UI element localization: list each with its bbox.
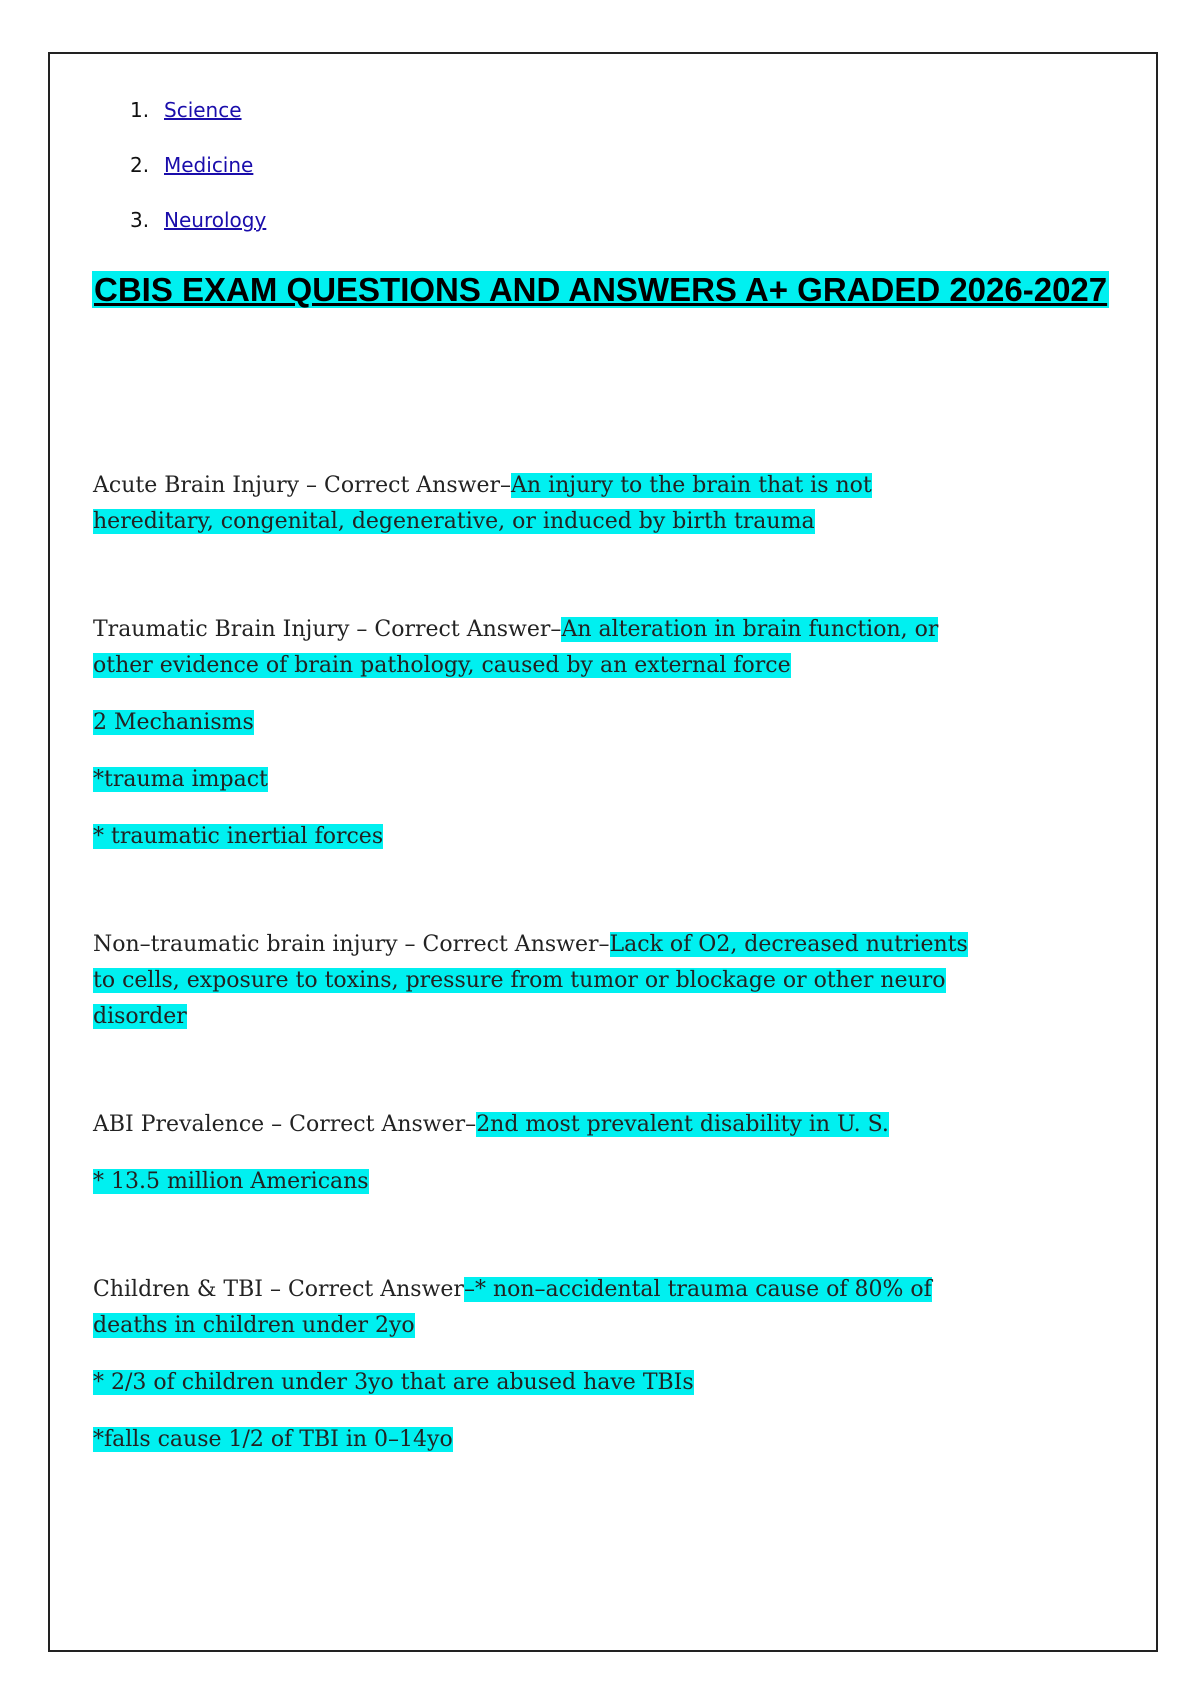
qa-content	[93, 468, 993, 1458]
qa-answer: Lack of O2, decreased nutrients to cells, exposure to toxins, pressure from tumor or blockage or other neuro disorder	[93, 932, 968, 1029]
breadcrumb-number: 3.	[130, 208, 150, 232]
qa-entry-children-tbi	[93, 1272, 993, 1344]
breadcrumb-number: 2.	[130, 153, 150, 177]
breadcrumb-item-medicine	[130, 151, 266, 206]
qa-term: Non–traumatic brain injury – Correct Answer–	[93, 932, 610, 957]
qa-term: Acute Brain Injury – Correct Answer–	[93, 473, 512, 498]
qa-term: ABI Prevalence – Correct Answer–	[93, 1112, 477, 1137]
qa-subpoint: * traumatic inertial forces	[93, 824, 384, 849]
breadcrumb-link-science[interactable]: Science	[164, 98, 242, 122]
breadcrumb	[130, 96, 266, 261]
page-title: CBIS EXAM QUESTIONS AND ANSWERS A+ GRADED 2026-2027	[94, 271, 1108, 308]
qa-entry-acute-brain-injury	[93, 468, 993, 540]
breadcrumb-number: 1.	[130, 98, 150, 122]
qa-entry-abi-prevalence	[93, 1107, 993, 1143]
qa-answer: An alteration in brain function, or other evidence of brain pathology, caused by an external force	[93, 617, 939, 678]
qa-term: Children & TBI – Correct Answer	[93, 1277, 464, 1302]
qa-subpoint: * 2/3 of children under 3yo that are abused have TBIs	[93, 1370, 694, 1395]
qa-subpoint: *falls cause 1/2 of TBI in 0–14yo	[93, 1427, 453, 1452]
breadcrumb-link-neurology[interactable]: Neurology	[164, 208, 267, 232]
qa-entry-traumatic-brain-injury	[93, 612, 993, 684]
breadcrumb-link-medicine[interactable]: Medicine	[164, 153, 254, 177]
qa-subpoint: 2 Mechanisms	[93, 710, 254, 735]
breadcrumb-item-neurology	[130, 206, 266, 261]
qa-answer: –* non–accidental trauma cause of 80% of deaths in children under 2yo	[93, 1277, 932, 1338]
qa-term: Traumatic Brain Injury – Correct Answer–	[93, 617, 562, 642]
qa-subpoint: *trauma impact	[93, 767, 268, 792]
qa-answer: An injury to the brain that is not hereditary, congenital, degenerative, or induced by birth trauma	[93, 473, 872, 534]
qa-subpoint: * 13.5 million Americans	[93, 1169, 369, 1194]
breadcrumb-item-science	[130, 96, 266, 151]
qa-entry-non-traumatic-brain-injury	[93, 927, 993, 1035]
qa-answer: 2nd most prevalent disability in U. S.	[476, 1112, 889, 1137]
